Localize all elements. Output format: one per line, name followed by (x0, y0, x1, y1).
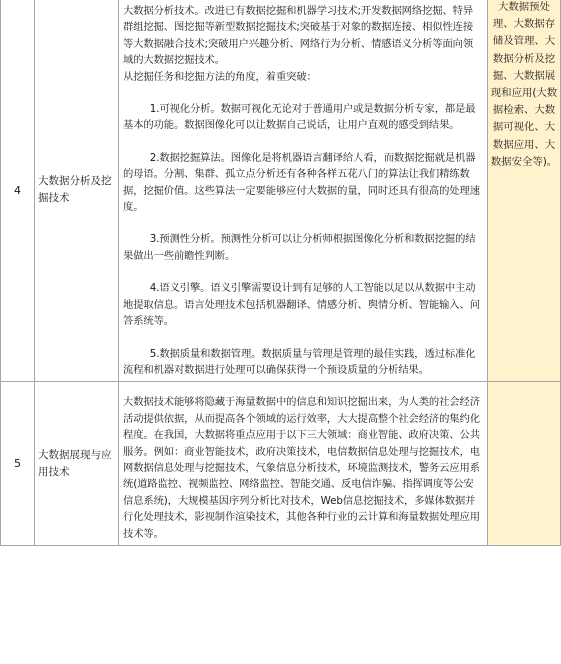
tech-name: 大数据分析及挖掘技术 (35, 0, 119, 382)
tech-description (119, 0, 488, 382)
side-note (488, 0, 561, 382)
desc-item-5: 5.数据质量和数据管理。数据质量与管理是管理的最佳实践，透过标准化流程和机器对数据进行处理可以确保获得一个预设质量的分析结果。 (123, 347, 476, 376)
desc-intro: 大数据分析技术。改进已有数据挖掘和机器学习技术;开发数据网络挖掘、特异群组挖掘、图挖掘等新型数据挖掘技术;突破基于对象的数据连接、相似性连接等大数据融合技术;突破用户兴趣分析、网络行为分析、情感语义分析等面向领域的大数据挖掘技术。 (123, 5, 474, 67)
tech-name: 大数据展现与应用技术 (35, 382, 119, 546)
desc-item-4: 4.语义引擎。语义引擎需要设计到有足够的人工智能以足以从数据中主动地提取信息。语言处理技术包括机器翻译、情感分析、舆情分析、智能输入、问答系统等。 (123, 282, 480, 328)
row-number: 4 (1, 0, 35, 382)
side-note-text: 大数据预处理、大数据存储及管理、大数据分析及挖掘、大数据展现和应用(大数据检索、大数据可视化、大数据应用、大数据安全等)。 (490, 1, 558, 168)
desc-lead: 从挖掘任务和挖掘方法的角度，着重突破： (123, 70, 317, 83)
side-note-continued (488, 382, 561, 546)
desc-item-1: 1.可视化分析。数据可视化无论对于普通用户或是数据分析专家，都是最基本的功能。数据图像化可以让数据自己说话，让用户直观的感受到结果。 (123, 103, 476, 132)
table-row (1, 0, 561, 382)
table-row (1, 382, 561, 546)
desc-item-3: 3.预测性分析。预测性分析可以让分析师根据图像化分析和数据挖掘的结果做出一些前瞻性判断。 (123, 233, 476, 262)
tech-description (119, 382, 488, 546)
desc-item-2: 2.数据挖掘算法。图像化是将机器语言翻译给人看，而数据挖掘就是机器的母语。分割、集群、孤立点分析还有各种各样五花八门的算法让我们精练数据，挖掘价值。这些算法一定要能够应付大数据的量，同时还具有很高的处理速度。 (123, 151, 480, 214)
row-number: 5 (1, 382, 35, 546)
desc-body: 大数据技术能够将隐藏于海量数据中的信息和知识挖掘出来，为人类的社会经济活动提供依据，从而提高各个领域的运行效率，大大提高整个社会经济的集约化程度。在我国，大数据将重点应用于以下三大领域：商业智能、政府决策、公共服务。例如：商业智能技术，政府决策技术，电信数据信息处理与挖掘技术，电网数据信息处理与挖掘技术，气象信息分析技术，环境监测技术，警务云应用系统(道路监控、视频监控、网络监控、智能交通、反电信诈骗、指挥调度等公安信息系统)，大规模基因序列分析比对技术，Web信息挖掘技术，多媒体数据并行化处理技术，影视制作渲染技术，其他各种行业的云计算和海量数据处理应用技术等。 (123, 396, 480, 540)
